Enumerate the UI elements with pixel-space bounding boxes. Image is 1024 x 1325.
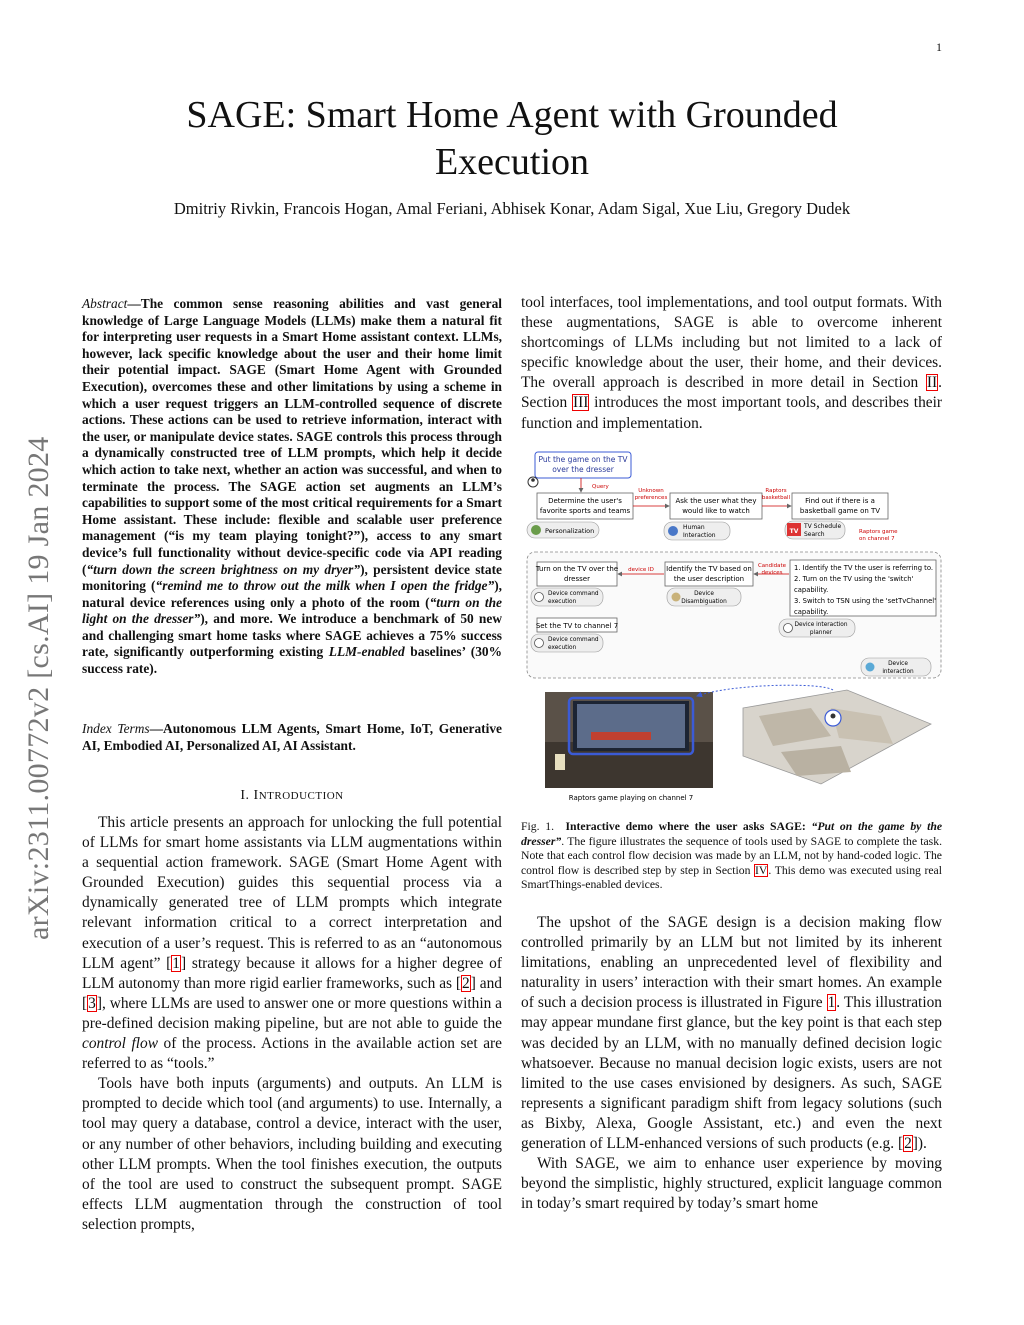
abstract <box>82 296 502 678</box>
section-title-cap: I <box>253 788 259 803</box>
raptors-label-1: Raptors <box>765 488 787 494</box>
query-text-line-1: Put the game on the TV <box>538 455 628 464</box>
plan-line-1: 1. Identify the TV the user is referring to. <box>794 564 934 572</box>
plan-line-3: capability. <box>794 586 829 594</box>
device-interaction-line-2: interaction <box>882 669 914 675</box>
device-command-a-line-1: Device command <box>548 591 599 597</box>
abstract-quote-4: LLM-enabled <box>328 644 405 660</box>
ask-line-2: would like to watch <box>682 507 750 515</box>
intro-emphasis: control flow <box>82 1035 158 1053</box>
caption-bold: Interactive demo where the user asks SAGE: <box>565 820 812 833</box>
turn-on-line-2: dresser <box>564 575 590 583</box>
author-list: Dmitriy Rivkin, Francois Hogan, Amal Feriani, Abhisek Konar, Adam Sigal, Xue Liu, Gregory Dudek <box>173 199 851 218</box>
figure-link-1[interactable]: 1 <box>827 994 836 1012</box>
gear-icon <box>535 593 544 602</box>
device-command-a-line-2: execution <box>548 599 577 605</box>
abstract-text-3: ), natural device references using only a photo of the room ( <box>82 578 502 610</box>
intro-text: ] and [ <box>82 974 502 1012</box>
device-command-b-line-2: execution <box>548 645 577 651</box>
gear-icon <box>535 639 544 648</box>
caption-text: . The figure illustrates the sequence of tools used by SAGE to complete the task. Note that each control flow decision was made by an LLM, not by hand-coded logic. The control flow is described step by step in Section <box>521 834 942 877</box>
introduction-body <box>82 813 502 1235</box>
abstract-text-1: —The common sense reasoning abilities and vast general knowledge of Large Language Models (LLMs) make them a natural fit for interpreting user requests in a Smart Home assistant context. LLMs, however, lack specific knowledge about the user and their home limit their potential impact. SAGE (Smart Home Agent with Grounded Execution), overcomes these and other limitations by using a scheme in which a user request triggers an LLM-controlled sequence of discrete actions. These actions can be used to retrieve information, interact with the user, or manipulate device states. SAGE controls this process through a dynamically constructed tree of LLM prompts, which help it decide which action to take next, whether an action was successful, and when to terminate the process. The SAGE action set augments an LLM’s capabilities to support some of the most critical requirements for a Smart Home assistant. These include: flexible and scalable user preference management (“is my team playing tonight?”), access to any smart device’s full functionality without device-specific code via API reading ( <box>82 296 502 577</box>
user-icon-head <box>531 478 535 482</box>
citation-link-2[interactable]: 2 <box>462 974 470 992</box>
with-sage-paragraph: With SAGE, we aim to enhance user experience by moving beyond the simplistic, highly structured, explicit language common in today’s smart required by today’s smart home <box>521 1155 942 1213</box>
figure-1-caption <box>521 820 942 893</box>
locate-tv-arrow <box>697 685 833 696</box>
lamp <box>555 754 565 770</box>
arxiv-identifier[interactable]: arXiv:2311.00772v2 [cs.AI] 19 Jan 2024 <box>22 436 55 940</box>
tv-schedule-line-2: Search <box>804 531 825 538</box>
intro-text: This article presents an approach for unlocking the full potential of LLMs for smart home assistants via LLM augmentations within a sequential action framework. SAGE (Smart Home Agent with Grounded Execution) guides this sequential process via a dynamically generated tree of LLM prompts which integrate relevant information critical to a correct interpretation and execution of a user’s request. This is referred to as an “autonomous LLM agent” [ <box>82 814 502 972</box>
abstract-text-2: ), persistent device state monitoring ( <box>82 561 502 594</box>
abstract-quote-1: “turn down the screen brightness on my dryer” <box>86 561 361 577</box>
photo-caption: Raptors game playing on channel 7 <box>568 794 694 802</box>
planner-line-2: planner <box>809 630 833 636</box>
upshot-paragraph <box>521 913 942 1154</box>
plan-line-2: 2. Turn on the TV using the 'switch' <box>794 575 914 583</box>
body-text: introduces the most important tools, and describes their function and implementation. <box>521 394 943 432</box>
device-interaction-line-1: Device <box>888 661 908 667</box>
identify-line-2: the user description <box>673 575 745 583</box>
ask-line-1: Ask the user what they <box>675 497 757 505</box>
index-terms-lead: Index Terms <box>82 721 150 736</box>
disambiguation-line-1: Device <box>694 591 714 597</box>
turn-on-line-1: Turn on the TV over the <box>535 565 619 573</box>
body-text: . Section <box>521 374 942 412</box>
tv-schedule-line-1: TV Schedule <box>804 523 842 530</box>
section-number: I. <box>240 788 254 803</box>
tv-logo-text: TV <box>789 528 799 535</box>
abstract-lead: Abstract <box>82 296 128 311</box>
device-interaction-icon <box>866 663 875 672</box>
human-line-1: Human <box>683 524 705 531</box>
abstract-text-5: baselines’ (30% success rate). <box>82 644 502 677</box>
body-text: The upshot of the SAGE design is a decision making flow controlled primarily by an LLM but not limited by its inherent limitations, enabling an unprecedented level of flexibility and naturality in users’ interaction with their smart homes. An example of such a decision process is illustrated in Figure <box>521 914 942 1012</box>
figure-1-diagram <box>521 446 942 806</box>
section-link-iii[interactable]: III <box>572 394 589 412</box>
abstract-quote-2: “remind me to throw out the milk when I open the fridge” <box>155 578 495 594</box>
planner-line-1: Device interaction <box>794 622 848 628</box>
abstract-text-4: ), and more. We introduce a benchmark of 50 new and challenging smart home tasks where SAGE achieves a 75% success rate, significantly outperforming existing <box>82 611 502 660</box>
page-number: 1 <box>936 40 942 54</box>
title-line-1: SAGE: Smart Home Agent with Grounded <box>186 94 838 136</box>
section-heading-introduction <box>82 788 502 804</box>
continuation-paragraph <box>521 293 942 434</box>
raptors-label-2: basketball <box>761 495 791 501</box>
caption-label: Fig. 1. <box>521 820 554 833</box>
citation-link-3[interactable]: 3 <box>88 994 96 1012</box>
disambiguation-line-2: Disambiguation <box>681 599 727 605</box>
intro-text: ], where LLMs are used to answer one or more questions within a pre-defined decision making pipeline, but are not able to guide the <box>82 994 502 1032</box>
query-label: Query <box>592 484 609 490</box>
raptors-game-2: on channel 7 <box>859 536 895 542</box>
plan-line-5: capability. <box>794 608 829 616</box>
title-line-2: Execution <box>434 141 590 183</box>
human-line-2: Interaction <box>683 532 716 539</box>
unknown-label-1: Unknown <box>638 488 664 494</box>
intro-text: ] strategy because it allows for a higher degree of LLM autonomy than more rigid earlier frameworks, such as [ <box>82 954 503 992</box>
row-1 <box>527 488 898 542</box>
caption-end: . This demo was executed using real SmartThings-enabled devices. <box>521 863 942 892</box>
candidate-label-1: Candidate <box>757 563 787 569</box>
citation-link-1[interactable]: 1 <box>172 954 180 972</box>
identify-line-1: Identify the TV based on <box>666 565 752 573</box>
device-command-b-line-1: Device command <box>548 637 599 643</box>
section-link-iv[interactable]: IV <box>755 863 768 877</box>
disambiguation-icon <box>672 593 681 602</box>
section-link-ii[interactable]: II <box>926 374 938 392</box>
body-text: ]). <box>912 1135 927 1153</box>
find-line-2: basketball game on TV <box>799 507 881 515</box>
intro-paragraph-1 <box>82 813 502 1074</box>
device-id-label: device ID <box>628 567 654 573</box>
index-terms-text: —Autonomous LLM Agents, Smart Home, IoT, Generative AI, Embodied AI, Personalized AI, AI Assistant. <box>82 721 502 753</box>
body-text: . This illustration may appear mundane first glance, but the key point is that each step was decided by an LLM, with no manually defined decision logic whatsoever. Because no manual decision logic exists, users are not limited to the use cases envisioned by designers. As such, SAGE represents a significant paradigm shift from legacy solutions (such as Bixby, Alexa, Google Assistant, etc.) and even the next generation of LLM-enhanced versions of such products (e.g. [ <box>521 994 942 1153</box>
user-location-head <box>831 714 836 719</box>
candidate-label-2: devices <box>761 570 783 576</box>
abstract-quote-3: “turn on the light on the dresser” <box>82 594 502 627</box>
right-column-continuation <box>521 293 942 434</box>
section-title-smallcaps: NTRODUCTION <box>258 790 344 802</box>
intro-paragraph-2: Tools have both inputs (arguments) and outputs. An LLM is prompted to decide which tool (and arguments) to use. Internally, a tool may query a database, control a device, interact with the user, or any number of other behaviors, including building and executing other LLM prompts. When the tool finishes execution, the outputs of the tool are used to construct the subsequent prompt. SAGE effects LLM augmentation through the construction of tool selection prompts, <box>82 1075 502 1233</box>
right-column-body <box>521 913 942 1214</box>
plan-line-4: 3. Switch to TSN using the 'setTvChannel' <box>794 597 937 605</box>
citation-link-2b[interactable]: 2 <box>904 1135 912 1153</box>
determine-line-2: favorite sports and teams <box>539 507 631 515</box>
index-terms <box>82 721 502 754</box>
human-interaction-icon <box>668 526 678 536</box>
figure-1-svg <box>521 446 942 806</box>
basketball-broadcast <box>577 704 685 748</box>
find-line-1: Find out if there is a <box>805 497 875 505</box>
personalization-icon <box>531 525 541 535</box>
caption-quote: “Put on the game by the dresser” <box>521 820 943 848</box>
personalization-label: Personalization <box>545 527 595 535</box>
set-channel-label: Set the TV to channel 7 <box>535 622 619 630</box>
determine-line-1: Determine the user's <box>548 497 622 505</box>
body-text: tool interfaces, tool implementations, and tool output formats. With these augmentations, SAGE is able to overcome inherent shortcomings of LLMs including but not limited to a lack of specific knowledge about the user, their home, and their devices. The overall approach is described in more detail in Section <box>521 294 942 392</box>
unknown-label-2: preferences <box>634 495 668 501</box>
intro-text: of the process. Actions in the available action set are referred to as “tools.” <box>82 1035 502 1073</box>
planner-icon <box>784 624 793 633</box>
paper-title <box>120 92 904 186</box>
query-text-line-2: over the dresser <box>552 465 614 474</box>
court-banner <box>591 732 651 740</box>
raptors-game-1: Raptors game <box>859 529 898 535</box>
